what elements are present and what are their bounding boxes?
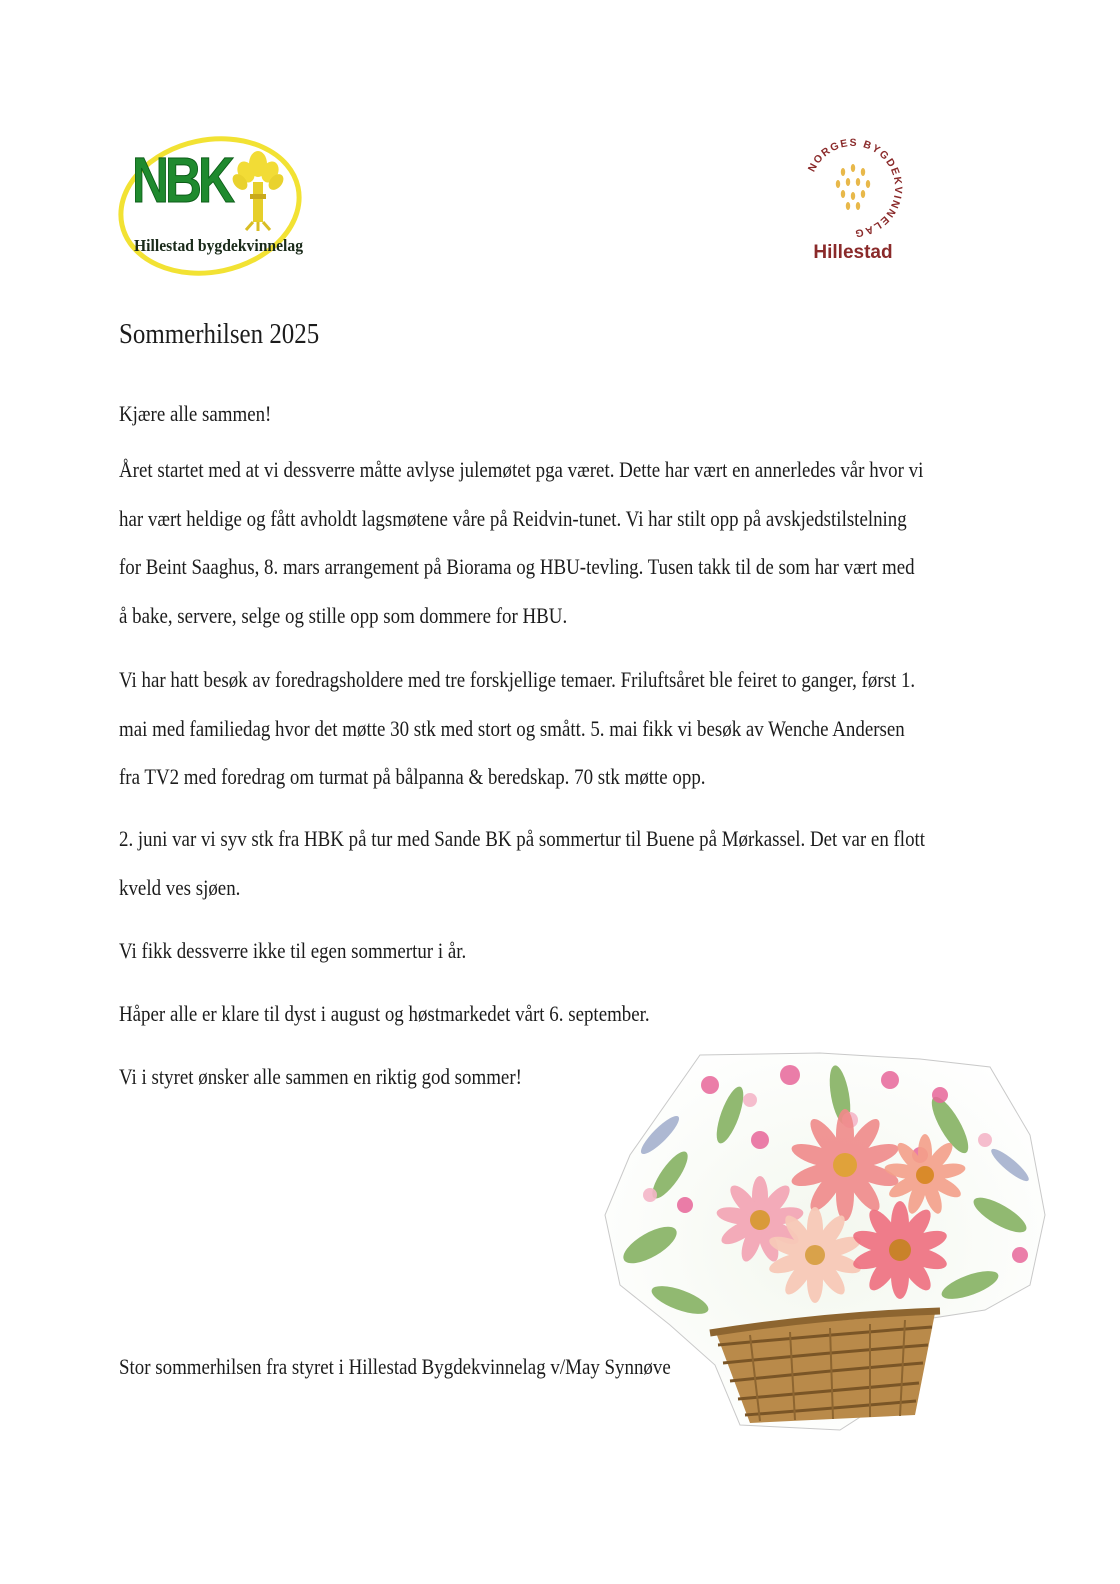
- letter-title: Sommerhilsen 2025: [119, 318, 320, 350]
- basket-icon: [710, 1311, 940, 1423]
- nbk-letters: NBK: [132, 144, 231, 216]
- paragraph-6: [119, 1053, 522, 1102]
- paragraph-line: fra TV2 med foredrag om turmat på bålpanna & beredskap. 70 stk møtte opp.: [119, 764, 706, 789]
- paragraph-line: mai med familiedag hvor det møtte 30 stk med stort og smått. 5. mai fikk vi besøk av Wenche Andersen: [119, 715, 905, 741]
- paragraph-4: [119, 927, 466, 976]
- paragraph-line: Vi har hatt besøk av foredragsholdere med tre forskjellige temaer. Friluftsåret ble feiret to ganger, først 1.: [119, 667, 916, 692]
- paragraph-line: 2. juni var vi syv stk fra HBK på tur med Sande BK på sommertur til Buene på Mørkassel. Det var en flott: [119, 826, 926, 851]
- logo-hillestad-label: Hillestad: [813, 242, 893, 263]
- paragraph-line: har vært heldige og fått avholdt lagsmøtene våre på Reidvin-tunet. Vi har stilt opp på avskjedstilstelning: [119, 505, 907, 531]
- paragraph-2: [119, 656, 915, 802]
- paragraph-1: [119, 446, 923, 640]
- paragraph-line: Vi fikk dessverre ikke til egen sommertur i år.: [119, 938, 467, 963]
- wheat-sheaf-icon: [230, 151, 287, 231]
- paragraph-line: for Beint Saaghus, 8. mars arrangement på Biorama og HBU-tevling. Tusen takk til de som har vært med: [119, 554, 915, 579]
- signature: Stor sommerhilsen fra styret i Hillestad Bygdekvinnelag v/May Synnøve: [119, 1354, 671, 1379]
- paragraph-line: Håper alle er klare til dyst i august og høstmarkedet vårt 6. september.: [119, 1001, 650, 1026]
- nbk-subtitle: Hillestad bygdekvinnelag: [134, 236, 304, 255]
- paragraph-line: kveld ves sjøen.: [119, 874, 241, 900]
- greeting: Kjære alle sammen!: [119, 401, 272, 426]
- norges-bygdekvinnelag-logo: [798, 138, 908, 273]
- paragraph-line: å bake, servere, selge og stille opp som dommere for HBU.: [119, 602, 568, 628]
- nbk-logo: [110, 130, 310, 285]
- emblem-ring-text: NORGES BYGDEKVINNELAG: [805, 138, 905, 238]
- bygdekvinnelag-emblem: [798, 138, 908, 238]
- paragraph-3: [119, 815, 925, 912]
- wheat-cluster-icon: [836, 164, 870, 210]
- paragraph-line: Vi i styret ønsker alle sammen en riktig god sommer!: [119, 1064, 522, 1089]
- paragraph-5: [119, 990, 650, 1039]
- paragraph-line: Året startet med at vi dessverre måtte avlyse julemøtet pga været. Dette har vært en annerledes vår hvor vi: [119, 457, 924, 482]
